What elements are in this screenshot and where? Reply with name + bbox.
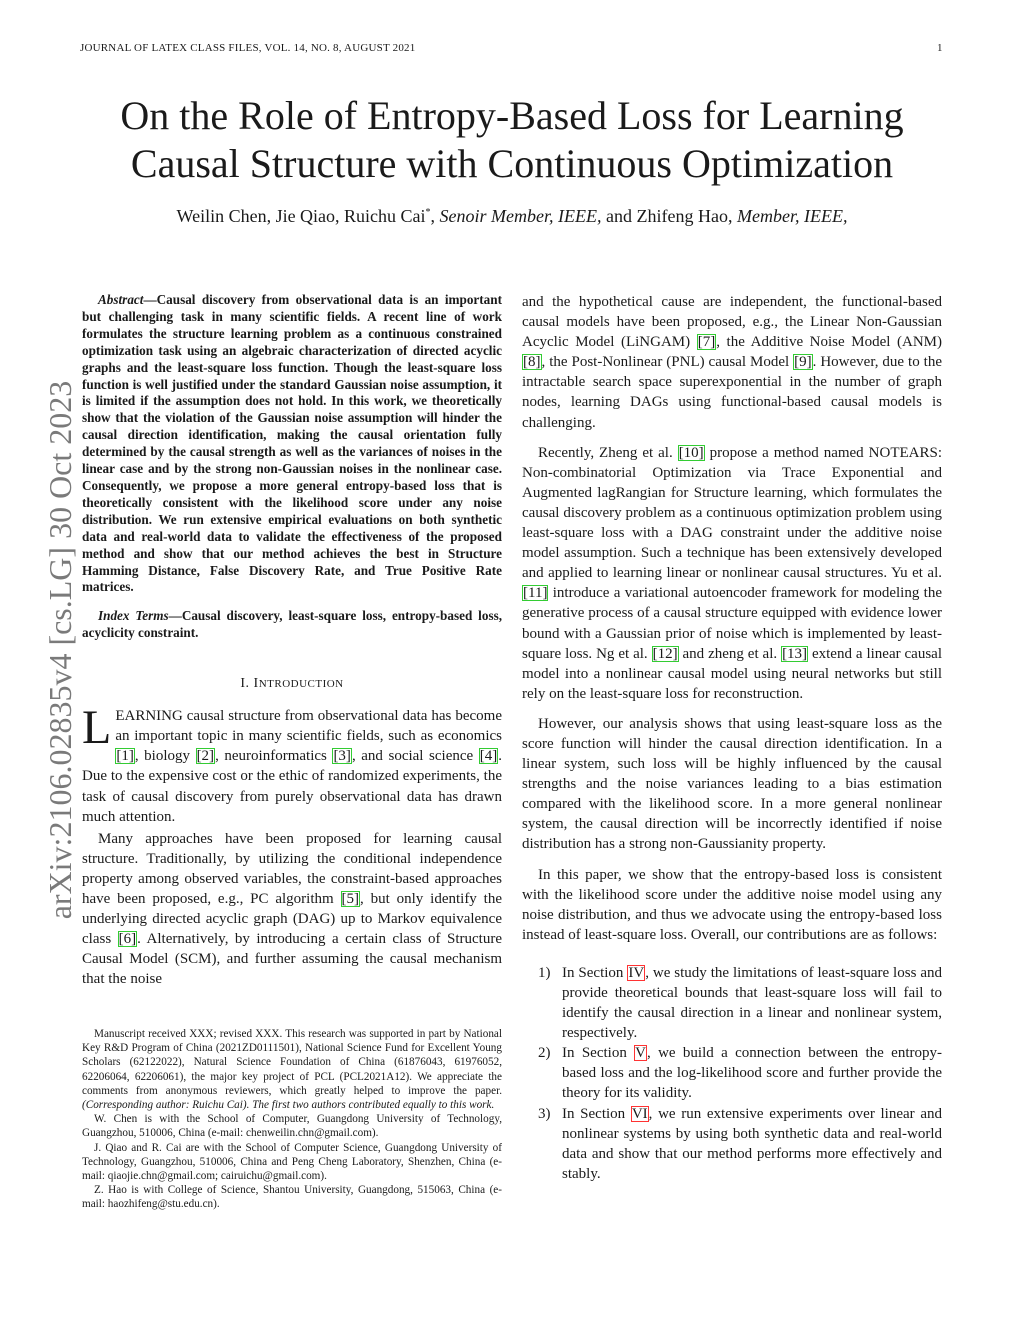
text: In Section <box>562 1105 631 1122</box>
text: extend a linear causal model into a nonlinear causal model using neural networks but still rely on the least-square loss for reconstruction. <box>522 645 943 702</box>
text: , but only identify the underlying directed acyclic graph (DAG) up to Markov equivalence class <box>82 890 502 948</box>
footnote-affiliation: W. Chen is with the School of Computer, Guangdong University of Technology, Guangzhou, 510006, China (e-mail: chenweilin.chn@gmail.com). <box>82 1113 502 1140</box>
text: , the Additive Noise Model (ANM) <box>716 334 942 351</box>
text: , the Post-Nonlinear (PNL) causal Model <box>541 354 794 371</box>
author-role-senior: Senoir Member, IEEE, <box>439 206 602 226</box>
list-number: 3) <box>538 1105 551 1122</box>
citation-link[interactable]: [5] <box>341 890 360 907</box>
footnotes <box>82 1027 502 1212</box>
right-column <box>522 292 942 1184</box>
corresponding-mark: * <box>425 207 431 218</box>
abstract-label: Abstract <box>98 292 144 307</box>
citation-link[interactable]: [2] <box>196 748 215 765</box>
section-number: I. <box>240 676 254 692</box>
paragraph <box>522 443 942 704</box>
text: and the hypothetical cause are independent, the functional-based causal models have been proposed, e.g., the Linear Non-Gaussian Acyclic Model (LiNGAM) <box>522 294 942 351</box>
citation-link[interactable]: [9] <box>794 354 812 371</box>
abstract-dash: — <box>143 292 157 307</box>
paper-title: On the Role of Entropy-Based Loss for Learning Causal Structure with Continuous Optimization <box>120 93 904 186</box>
text: propose a method named NOTEARS: Non-combinatorial Optimization via Trace Exponential and Augmented lagRangian for Structure learning, which formulates the causal discovery problem as a continuous optimization problem using least-square loss with a DAG constraint under the additive noise model assumption. Such a technique has been extensively developed and applied to learning linear or nonlinear causal structures. Yu et al. <box>522 444 942 582</box>
footnote-funding <box>82 1027 502 1112</box>
text: . Due to the expensive cost or the ethic of randomized experiments, the task of causal discovery from purely observational data has drawn much attention. <box>82 748 503 825</box>
author-names-last: and Zhifeng Hao, <box>601 206 737 226</box>
citation-link[interactable]: [13] <box>782 645 808 662</box>
section-link[interactable]: V <box>635 1045 646 1062</box>
text: Many approaches have been proposed for learning causal structure. Traditionally, by utilizing the conditional independence property among observed variables, the constraint-based approaches have been proposed, e.g., PC algorithm <box>82 830 502 907</box>
section-title-rest: NTRODUCTION <box>258 678 344 691</box>
intro-paragraph-2 <box>82 829 502 990</box>
drop-cap: L <box>82 701 112 755</box>
citation-link[interactable]: [12] <box>652 645 678 662</box>
section-link[interactable]: VI <box>631 1105 648 1122</box>
footnote-affiliation: J. Qiao and R. Cai are with the School of Computer Science, Guangdong University of Technology, Guangzhou, 510006, China and Peng Cheng Laboratory, Shenzhen, China (e-mail: qiaojie.chn@gmail.com; cairuichu@gmail.com). <box>82 1141 502 1183</box>
author-role-member: Member, IEEE, <box>736 206 848 226</box>
text: , we build a connection between the entropy-based loss and the log-likelihood score and further provide the theory for its validity. <box>562 1045 942 1102</box>
text: Recently, Zheng et al. <box>538 444 678 461</box>
text: , we run extensive experiments over linear and nonlinear systems by using both synthetic data and real-world data and show that our method performs more effectively and stably. <box>562 1105 942 1182</box>
page-number: 1 <box>937 42 943 54</box>
contributions-list <box>522 963 942 1184</box>
citation-link[interactable]: [3] <box>333 748 351 765</box>
list-number: 2) <box>538 1045 551 1062</box>
author-sep: , <box>430 206 440 226</box>
text: , neuroinformatics <box>215 748 333 765</box>
list-number: 1) <box>538 964 551 981</box>
list-item <box>522 1043 942 1103</box>
text: , biology <box>134 748 196 765</box>
citation-link[interactable]: [4] <box>479 748 498 765</box>
text: Manuscript received XXX; revised XXX. This research was supported in part by National Key R&D Program of China (2021ZD0111501), National Science Fund for Excellent Young Scholars (62122022), Natural Science Foundation of China (61876043, 61976052, 62206064, 62206061), the major key project of PCL (PCL2021A12). We appreciate the comments from anonymous reviewers, which greatly helped to improve the paper. <box>82 1028 502 1097</box>
text: , we study the limitations of least-square loss and provide theoretical bounds that least-square loss will fail to identify the causal direction in a linear and nonlinear system, respectively. <box>562 964 942 1042</box>
index-terms-text: Causal discovery, least-square loss, entropy-based loss, acyclicity constraint. <box>82 608 503 641</box>
intro-paragraph-1 <box>82 701 503 827</box>
paragraph: In this paper, we show that the entropy-based loss is consistent with the likelihood score under the additive noise model using any noise distribution, and thus we advocate using the entropy-based loss instead of least-square loss. Overall, our contributions are as follows: <box>522 866 942 943</box>
index-terms-label: Index Terms <box>98 608 169 624</box>
citation-link[interactable]: [11] <box>523 585 548 602</box>
text: In Section <box>562 964 628 981</box>
citation-link[interactable]: [8] <box>523 354 541 371</box>
text: In Section <box>562 1045 635 1062</box>
author-names: Weilin Chen, Jie Qiao, Ruichu Cai <box>176 206 426 226</box>
citation-link[interactable]: [6] <box>118 931 137 948</box>
list-item <box>522 1104 942 1184</box>
index-terms <box>82 608 502 642</box>
abstract <box>82 292 502 596</box>
running-header: JOURNAL OF LATEX CLASS FILES, VOL. 14, NO. 8, AUGUST 2021 <box>80 42 416 54</box>
section-heading-introduction <box>82 676 502 692</box>
text: EARNING causal structure from observational data has become an important topic in many scientific fields, such as economics <box>115 708 502 745</box>
text: . However, due to the intractable search space superexponential in the number of graph nodes, learning DAGs using functional-based causal models is challenging. <box>522 354 942 431</box>
section-link[interactable]: IV <box>628 964 645 981</box>
text: , and social science <box>351 748 479 765</box>
citation-link[interactable]: [7] <box>697 334 716 351</box>
text: (Corresponding author: Ruichu Cai). The first two authors contributed equally to this work. <box>82 1099 495 1112</box>
paragraph <box>522 292 942 433</box>
list-item <box>522 963 942 1043</box>
text: and zheng et al. <box>678 645 782 662</box>
text: . Alternatively, by introducing a certain class of Structure Causal Model (SCM), and further assuming the causal mechanism that the noise <box>82 931 502 988</box>
left-column <box>82 292 502 989</box>
author-line <box>80 206 944 227</box>
citation-link[interactable]: [10] <box>678 444 704 461</box>
section-title-first: I <box>253 676 259 692</box>
index-terms-dash: — <box>168 608 182 624</box>
text: introduce a variational autoencoder framework for modeling the generative process of a causal structure equipped with evidence lower bound with a Gaussian prior of noise which is implemented by least-square loss. Ng et al. <box>522 585 942 662</box>
citation-link[interactable]: [1] <box>116 748 134 765</box>
arxiv-identifier-stamp: arXiv:2106.02835v4 [cs.LG] 30 Oct 2023 <box>42 380 78 920</box>
paragraph: However, our analysis shows that using least-square loss as the score function will hinder the causal direction identification. In a linear system, such loss will be highly influenced by the causal strengths and the noise variances leading to a bias estimation compared with the likelihood score. In a more general nonlinear system, the causal direction will be incorrectly identified if noise distribution has a strong non-Gaussianity property. <box>522 715 942 853</box>
abstract-text: Causal discovery from observational data is an important but challenging task in many scientific fields. A recent line of work formulates the structure learning problem as a continuous constrained optimization task using an algebraic characterization of directed acyclic graphs and the least-square loss function. Though the least-square loss function is well justified under the standard Gaussian noise assumption, it is limited if the assumption does not hold. In this work, we theoretically show that the violation of the Gaussian noise assumption will hinder the causal direction identification, making the causal orientation fully determined by the causal strength as well as the variances of noises in the linear case and by the strong non-Gaussian noises in the nonlinear case. Consequently, we propose a more general entropy-based loss that is theoretically consistent with the likelihood score under any noise distribution. We run extensive empirical evaluations on both synthetic data and real-world data to validate the effectiveness of the proposed method and show that our method achieves the best in Structure Hamming Distance, False Discovery Rate, and True Positive Rate matrices. <box>82 292 502 595</box>
footnote-affiliation: Z. Hao is with College of Science, Shantou University, Guangdong, 515063, China (e-mail: haozhifeng@stu.edu.cn). <box>82 1184 502 1211</box>
